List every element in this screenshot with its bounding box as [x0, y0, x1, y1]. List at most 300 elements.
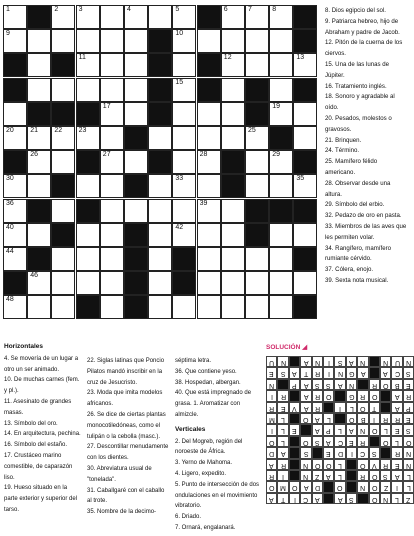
cell-number: 17: [102, 102, 111, 110]
solution-cell: [380, 436, 391, 447]
black-cell: [293, 247, 317, 271]
grid-cell[interactable]: [27, 78, 51, 102]
grid-cell[interactable]: [245, 5, 269, 29]
grid-cell[interactable]: [221, 5, 245, 29]
grid-cell[interactable]: [124, 5, 148, 29]
solution-cell: [403, 356, 414, 367]
solution-letter: I: [373, 416, 376, 423]
solution-cell: [391, 402, 402, 413]
grid-cell[interactable]: [221, 247, 245, 271]
clue-item: 20. Pesados, molestos o gravosos.: [325, 114, 392, 133]
grid-cell[interactable]: [245, 271, 269, 295]
grid-cell[interactable]: [172, 5, 196, 29]
grid-cell[interactable]: [76, 126, 100, 150]
grid-cell[interactable]: [76, 5, 100, 29]
cell-number: 27: [102, 151, 111, 159]
clue-item: 19. Hueso situado en la parte exterior y superior del tarso.: [4, 485, 78, 513]
clue-item: 25. Mamífero félido americano.: [325, 158, 378, 176]
grid-cell[interactable]: [51, 271, 75, 295]
solution-cell: [380, 481, 391, 492]
grid-cell[interactable]: [100, 295, 124, 319]
solution-letter: O: [291, 484, 298, 492]
solution-cell: [357, 413, 368, 424]
grid-cell[interactable]: [148, 223, 172, 247]
solution-letter: I: [339, 404, 342, 412]
grid-cell[interactable]: [269, 53, 293, 77]
solution-letter: G: [348, 393, 355, 401]
grid-cell[interactable]: [221, 295, 245, 319]
grid-cell[interactable]: [269, 102, 293, 126]
grid-cell[interactable]: [197, 271, 221, 295]
grid-cell[interactable]: [172, 223, 196, 247]
solution-cell: [357, 481, 368, 492]
grid-cell[interactable]: [100, 223, 124, 247]
cell-number: 3: [78, 6, 83, 13]
solution-letter: L: [338, 427, 343, 435]
clue-item: 14. En arquitectura, pechina.: [4, 431, 81, 438]
grid-cell[interactable]: [221, 199, 245, 223]
solution-black-cell: [323, 493, 334, 504]
grid-cell[interactable]: [172, 150, 196, 174]
solution-letter: O: [303, 438, 309, 446]
grid-cell[interactable]: [76, 29, 100, 53]
cell-number: 36: [6, 199, 14, 207]
black-cell: [3, 271, 27, 295]
clue-item: 24. Término.: [325, 147, 360, 155]
black-cell: [27, 199, 51, 223]
solution-cell: [300, 481, 311, 492]
grid-cell[interactable]: [51, 78, 75, 102]
solution-cell: [266, 447, 277, 458]
solution-cell: [403, 413, 414, 424]
solution-letter: I: [293, 495, 296, 503]
solution-black-cell: [346, 459, 357, 470]
clue-item: séptima letra.: [175, 358, 212, 364]
grid-cell[interactable]: [100, 102, 124, 126]
grid-cell[interactable]: [197, 174, 221, 198]
clue-item: 8. Dios egipcio del sol.: [325, 7, 386, 14]
solution-cell: [380, 356, 391, 367]
solution-cell: [312, 390, 323, 401]
solution-letter: S: [303, 450, 309, 458]
grid-cell[interactable]: [124, 150, 148, 174]
grid-cell[interactable]: [27, 150, 51, 174]
solution-letter: L: [338, 461, 343, 469]
grid-cell[interactable]: [27, 29, 51, 53]
grid-cell[interactable]: [269, 150, 293, 174]
grid-cell[interactable]: [221, 102, 245, 126]
solution-letter: C: [360, 450, 366, 458]
solution-cell: [369, 424, 380, 435]
solution-letter: O: [268, 484, 275, 492]
solution-letter: S: [406, 427, 411, 435]
clue-item: 12. Pitón de la cuerna de los ciervos.: [325, 39, 403, 58]
grid-cell[interactable]: [100, 150, 124, 174]
solution-letter: D: [269, 450, 275, 458]
grid-cell[interactable]: [148, 271, 172, 295]
solution-letter: A: [292, 370, 297, 378]
grid-cell[interactable]: [172, 78, 196, 102]
grid-cell[interactable]: [293, 271, 317, 295]
solution-letter: P: [292, 381, 297, 389]
solution-letter: O: [348, 416, 355, 423]
grid-cell[interactable]: [269, 223, 293, 247]
grid-cell[interactable]: [197, 247, 221, 271]
grid-cell[interactable]: [148, 247, 172, 271]
solution-cell: [323, 356, 334, 367]
cell-number: 7: [248, 6, 252, 13]
grid-cell[interactable]: [3, 126, 27, 150]
black-cell: [3, 150, 27, 174]
solution-letter: A: [303, 404, 309, 412]
grid-cell[interactable]: [172, 53, 196, 77]
grid-cell[interactable]: [76, 174, 100, 198]
solution-letter: I: [270, 393, 273, 401]
grid-cell[interactable]: [27, 223, 51, 247]
black-cell: [148, 78, 172, 102]
grid-cell[interactable]: [197, 295, 221, 319]
solution-cell: [391, 356, 402, 367]
solution-cell: [266, 367, 277, 378]
black-cell: [269, 199, 293, 223]
solution-letter: O: [268, 438, 275, 446]
solution-cell: [346, 379, 357, 390]
black-cell: [51, 223, 75, 247]
solution-cell: [266, 493, 277, 504]
solution-cell: [369, 447, 380, 458]
solution-cell: [266, 390, 277, 401]
grid-cell[interactable]: [124, 78, 148, 102]
solution-letter: N: [360, 484, 366, 492]
solution-black-cell: [380, 447, 391, 458]
black-cell: [3, 78, 27, 102]
clue-item: 16. Símbolo del estaño.: [4, 442, 68, 449]
solution-cell: [346, 436, 357, 447]
solution-cell: [391, 470, 402, 481]
grid-cell[interactable]: [27, 53, 51, 77]
solution-letter: A: [280, 450, 286, 458]
solution-letter: B: [360, 416, 366, 423]
grid-cell[interactable]: [51, 150, 75, 174]
grid-cell[interactable]: [172, 199, 196, 223]
solution-letter: S: [349, 495, 354, 503]
solution-letter: A: [303, 359, 309, 366]
grid-cell[interactable]: [3, 295, 27, 319]
grid-cell[interactable]: [245, 29, 269, 53]
solution-letter: A: [326, 473, 332, 480]
solution-letter: A: [303, 484, 309, 492]
solution-cell: [369, 481, 380, 492]
solution-cell: [266, 402, 277, 413]
horizontales-heading: Horizontales: [4, 343, 44, 350]
cell-number: 35: [296, 175, 305, 183]
solution-cell: [403, 379, 414, 390]
right-clue-list: [325, 6, 407, 287]
black-cell: [124, 295, 148, 319]
solution-black-cell: [289, 447, 300, 458]
grid-cell[interactable]: [3, 29, 27, 53]
solution-letter: R: [383, 416, 389, 423]
clue-column-2: [87, 356, 169, 518]
solution-letter: O: [382, 438, 389, 446]
solution-cell: [346, 390, 357, 401]
grid-cell[interactable]: [221, 271, 245, 295]
solution-cell: [266, 470, 277, 481]
grid-cell[interactable]: [245, 126, 269, 150]
solution-letter: Z: [315, 473, 320, 480]
clue-item: 33. Miembros de las aves que les permiten volar.: [325, 222, 407, 241]
grid-cell[interactable]: [3, 223, 27, 247]
solution-letter: O: [360, 404, 366, 412]
solution-letter: O: [371, 495, 378, 503]
grid-cell[interactable]: [124, 199, 148, 223]
cell-number: 15: [175, 78, 184, 86]
black-cell: [197, 5, 221, 29]
cell-number: 9: [6, 30, 10, 38]
cell-number: 26: [30, 151, 38, 159]
grid-cell[interactable]: [172, 102, 196, 126]
grid-cell[interactable]: [76, 223, 100, 247]
grid-cell[interactable]: [27, 271, 51, 295]
solution-letter: C: [337, 438, 343, 446]
cell-number: 21: [30, 127, 38, 134]
solution-cell: [277, 390, 288, 401]
grid-cell[interactable]: [124, 102, 148, 126]
solution-cell: [277, 447, 288, 458]
grid-cell[interactable]: [100, 29, 124, 53]
grid-cell[interactable]: [245, 150, 269, 174]
solution-letter: O: [314, 461, 321, 469]
clue-item: 3. Yerno de Mahoma.: [175, 460, 233, 467]
solution-cell: [380, 367, 391, 378]
grid-cell[interactable]: [269, 271, 293, 295]
solution-cell: [369, 402, 380, 413]
solution-black-cell: [300, 424, 311, 435]
solution-letter: T: [280, 495, 286, 503]
grid-cell[interactable]: [221, 223, 245, 247]
black-cell: [221, 174, 245, 198]
solution-letter: A: [349, 359, 354, 366]
solution-cell: [266, 379, 277, 390]
grid-cell[interactable]: [245, 295, 269, 319]
clue-item: 5. Punto de intersección de dos ondulaciones en el movimiento vibratorio.: [175, 481, 260, 510]
solution-letter: A: [314, 495, 320, 503]
grid-cell[interactable]: [51, 295, 75, 319]
cell-number: 5: [175, 6, 180, 13]
cell-number: 28: [199, 151, 208, 159]
solution-cell: [323, 379, 334, 390]
cell-number: 33: [175, 175, 184, 183]
grid-cell[interactable]: [197, 223, 221, 247]
grid-cell[interactable]: [3, 247, 27, 271]
solution-letter: E: [394, 427, 400, 435]
clue-column-1: [4, 342, 82, 516]
cell-number: 1: [6, 6, 10, 13]
solution-cell: [346, 356, 357, 367]
grid-cell[interactable]: [197, 102, 221, 126]
grid-cell[interactable]: [124, 53, 148, 77]
grid-cell[interactable]: [3, 102, 27, 126]
black-cell: [293, 5, 317, 29]
grid-cell[interactable]: [221, 29, 245, 53]
solution-cell: [277, 356, 288, 367]
solution-cell: [334, 402, 345, 413]
grid-cell[interactable]: [3, 174, 27, 198]
solution-letter: R: [394, 450, 400, 458]
grid-cell[interactable]: [269, 5, 293, 29]
solution-cell: [277, 367, 288, 378]
grid-cell[interactable]: [269, 29, 293, 53]
grid-cell[interactable]: [27, 295, 51, 319]
solution-cell: [403, 402, 414, 413]
solution-letter: O: [325, 461, 332, 469]
grid-cell[interactable]: [100, 271, 124, 295]
solution-letter: O: [405, 438, 412, 446]
black-cell: [172, 271, 196, 295]
solution-cell: [266, 424, 277, 435]
grid-cell[interactable]: [293, 53, 317, 77]
solution-cell: [266, 436, 277, 447]
grid-cell[interactable]: [148, 126, 172, 150]
grid-cell[interactable]: [3, 199, 27, 223]
cell-number: 13: [296, 54, 305, 62]
grid-cell[interactable]: [100, 78, 124, 102]
solution-cell: [312, 402, 323, 413]
clue-item: 40. Que está impregnado de grasa. 1. Aromatizar con almizcle.: [175, 390, 252, 418]
grid-cell[interactable]: [172, 295, 196, 319]
cell-number: 44: [6, 248, 14, 255]
black-cell: [293, 78, 317, 102]
grid-cell[interactable]: [293, 102, 317, 126]
solution-cell: [334, 424, 345, 435]
black-cell: [124, 126, 148, 150]
grid-cell[interactable]: [100, 126, 124, 150]
grid-cell[interactable]: [100, 53, 124, 77]
grid-cell[interactable]: [245, 53, 269, 77]
grid-cell[interactable]: [51, 199, 75, 223]
solution-letter: R: [280, 461, 286, 469]
grid-cell[interactable]: [245, 247, 269, 271]
grid-cell[interactable]: [124, 29, 148, 53]
grid-cell[interactable]: [148, 174, 172, 198]
solution-cell: [357, 390, 368, 401]
grid-cell[interactable]: [27, 174, 51, 198]
solution-letter: E: [269, 370, 275, 378]
grid-cell[interactable]: [100, 174, 124, 198]
grid-cell[interactable]: [197, 126, 221, 150]
solution-letter: A: [337, 495, 343, 503]
solution-cell: [300, 390, 311, 401]
black-cell: [245, 223, 269, 247]
solution-letter: A: [394, 473, 400, 480]
grid-cell[interactable]: [51, 247, 75, 271]
solution-cell: [277, 493, 288, 504]
clue-item: 17. Crustáceo marino comestible, de caparazón liso.: [4, 452, 73, 481]
black-cell: [245, 78, 269, 102]
grid-cell[interactable]: [293, 174, 317, 198]
solution-letter: M: [268, 416, 275, 423]
solution-letter: I: [282, 473, 285, 480]
grid-cell[interactable]: [197, 199, 221, 223]
solution-letter: C: [394, 370, 400, 378]
grid-cell[interactable]: [221, 78, 245, 102]
solution-letter: O: [371, 427, 378, 435]
grid-cell[interactable]: [197, 150, 221, 174]
grid-cell[interactable]: [172, 126, 196, 150]
clue-item: 31. Caballgaré con el caballo al trote.: [87, 487, 165, 505]
grid-cell[interactable]: [221, 126, 245, 150]
black-cell: [124, 247, 148, 271]
solution-black-cell: [334, 413, 345, 424]
grid-cell[interactable]: [148, 199, 172, 223]
solution-cell: [369, 493, 380, 504]
grid-cell[interactable]: [51, 29, 75, 53]
solution-letter: O: [371, 393, 378, 401]
solution-cell: [391, 413, 402, 424]
grid-cell[interactable]: [172, 29, 196, 53]
solution-cell: [300, 356, 311, 367]
black-cell: [124, 271, 148, 295]
solution-letter: S: [314, 438, 320, 446]
solution-letter: O: [382, 381, 389, 389]
grid-cell[interactable]: [100, 199, 124, 223]
grid-cell[interactable]: [76, 78, 100, 102]
solution-title: SOLUCIÓN ◢: [266, 344, 308, 351]
grid-cell[interactable]: [148, 295, 172, 319]
solution-letter: A: [303, 393, 309, 401]
grid-cell[interactable]: [245, 174, 269, 198]
grid-cell[interactable]: [148, 5, 172, 29]
clue-item: 4. Se movería de un lugar a otro un ser animado.: [4, 355, 79, 373]
solution-letter: A: [303, 381, 309, 389]
grid-cell[interactable]: [269, 174, 293, 198]
solution-cell: [312, 424, 323, 435]
grid-cell[interactable]: [172, 174, 196, 198]
solution-letter: V: [292, 404, 297, 412]
grid-cell[interactable]: [269, 295, 293, 319]
clue-item: 28. Observar desde una altura.: [325, 179, 391, 198]
grid-cell[interactable]: [269, 247, 293, 271]
grid-cell[interactable]: [269, 78, 293, 102]
grid-cell[interactable]: [51, 126, 75, 150]
solution-black-cell: [289, 356, 300, 367]
grid-cell[interactable]: [293, 223, 317, 247]
grid-cell[interactable]: [51, 5, 75, 29]
solution-cell: [403, 367, 414, 378]
grid-cell[interactable]: [27, 126, 51, 150]
grid-cell[interactable]: [221, 53, 245, 77]
black-cell: [76, 295, 100, 319]
solution-cell: [277, 436, 288, 447]
grid-cell[interactable]: [76, 53, 100, 77]
grid-cell[interactable]: [100, 247, 124, 271]
black-cell: [76, 102, 100, 126]
solution-letter: N: [303, 461, 309, 469]
grid-cell[interactable]: [3, 5, 27, 29]
grid-cell[interactable]: [100, 5, 124, 29]
grid-cell[interactable]: [197, 29, 221, 53]
grid-cell[interactable]: [76, 271, 100, 295]
grid-cell[interactable]: [76, 247, 100, 271]
solution-cell: [391, 424, 402, 435]
solution-cell: [312, 470, 323, 481]
black-cell: [293, 295, 317, 319]
solution-letter: S: [326, 381, 332, 389]
grid-cell[interactable]: [293, 126, 317, 150]
cell-number: 12: [223, 54, 232, 62]
solution-letter: I: [327, 370, 330, 378]
solution-letter: L: [406, 473, 411, 480]
